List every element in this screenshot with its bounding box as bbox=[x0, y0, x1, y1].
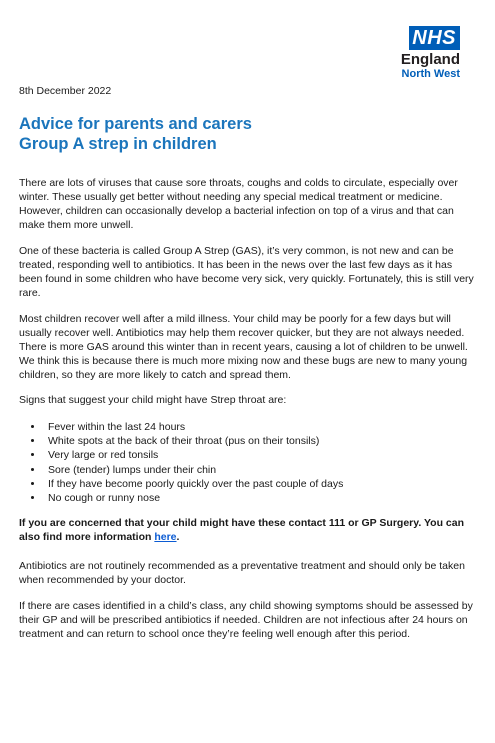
more-info-link[interactable]: here bbox=[154, 531, 177, 544]
nhs-logo-mark: NHS bbox=[409, 26, 460, 50]
logo-org-name: England bbox=[400, 51, 460, 68]
list-item: • Sore (tender) lumps under their chin bbox=[44, 463, 477, 477]
list-item: • Very large or red tonsils bbox=[44, 448, 477, 462]
paragraph-recovery: Most children recover well after a mild illness. Your child may be poorly for a few days but will usually recover well. Antibiotics may help them recover quicker, but they are not always needed. There is more GAS around this winter than in recent years, causing a lot of children to be unwell. We think this is because there is much more mixing now and these bugs are new to many young children, so they are more likely to catch and spread them. bbox=[19, 313, 468, 381]
concern-paragraph bbox=[19, 516, 477, 544]
paragraph-gas: One of these bacteria is called Group A Strep (GAS), it’s very common, is not new and can be treated, responding well to antibiotics. It has been in the news over the last few days as it has been found in some children who have become very sick, very quickly. Fortunately, this is still very rare. bbox=[19, 245, 474, 299]
list-item: • No cough or runny nose bbox=[44, 491, 477, 505]
nhs-england-logo bbox=[396, 26, 460, 80]
title-line-1: Advice for parents and carers bbox=[19, 115, 252, 133]
signs-intro: Signs that suggest your child might have Strep throat are: bbox=[19, 394, 287, 406]
letter-date: 8th December 2022 bbox=[19, 85, 112, 97]
paragraph-class-cases: If there are cases identified in a child’s class, any child showing symptoms should be assessed by their GP and will be prescribed antibiotics if needed. Children are not infectious after 24 hours on treatment and can return to school once they’re feeling well enough after this period. bbox=[19, 600, 473, 641]
paragraph-antibiotics: Antibiotics are not routinely recommended as a preventative treatment and should only be taken when recommended by your doctor. bbox=[19, 560, 465, 587]
logo-region-name: North West bbox=[401, 68, 460, 80]
paragraph-viruses: There are lots of viruses that cause sore throats, coughs and colds to circulate, especially over winter. These usually get better without needing any special medical treatment or medicine. However, children can occasionally develop a bacterial infection on top of a virus and that can make them more unwell. bbox=[19, 177, 458, 231]
concern-end: . bbox=[176, 531, 180, 544]
concern-text: If you are concerned that your child might have these contact 111 or GP Surgery. You can also find more information bbox=[19, 517, 465, 544]
title-line-2: Group A strep in children bbox=[19, 135, 217, 153]
list-item: • White spots at the back of their throat (pus on their tonsils) bbox=[44, 434, 477, 448]
list-item: • Fever within the last 24 hours bbox=[44, 420, 477, 434]
signs-list bbox=[19, 420, 477, 505]
list-item: • If they have become poorly quickly over the past couple of days bbox=[44, 477, 477, 491]
letter-body bbox=[19, 84, 477, 641]
letter-title bbox=[19, 114, 477, 154]
